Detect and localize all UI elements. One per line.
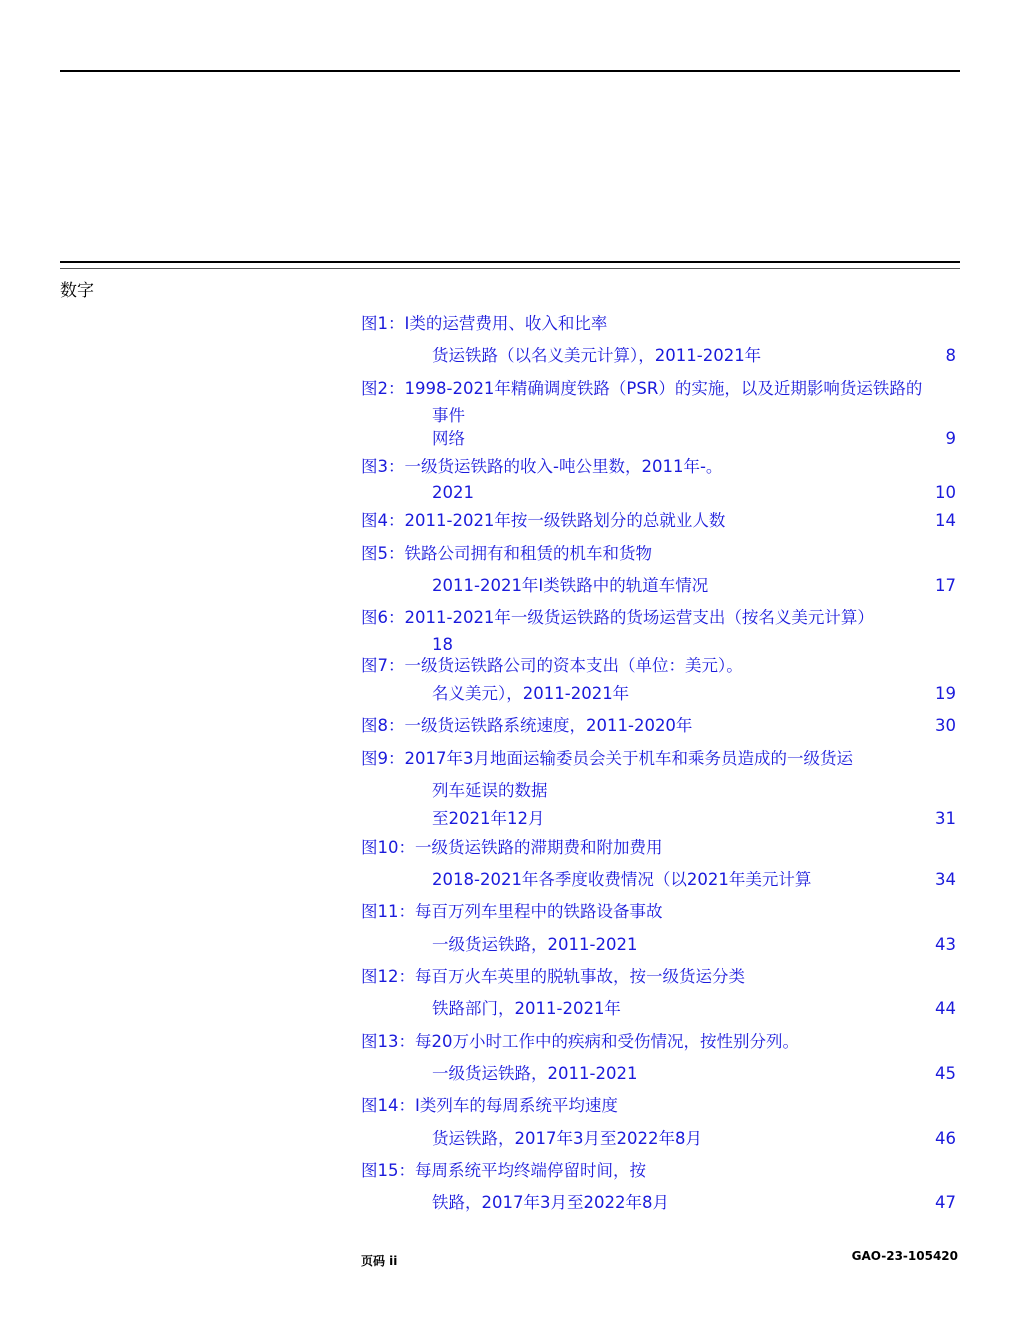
toc-figure-2[interactable]: 图2：1998-2021年精确调度铁路（PSR）的实施，以及近期影响货运铁路的 bbox=[361, 379, 923, 398]
toc-figure-14-cont[interactable]: 货运铁路，2017年3月至2022年8月 bbox=[432, 1129, 702, 1148]
toc-figure-10[interactable]: 图10：一级货运铁路的滞期费和附加费用 bbox=[361, 838, 663, 857]
toc-figure-13[interactable]: 图13：每20万小时工作中的疾病和受伤情况，按性别分列。 bbox=[361, 1032, 799, 1051]
toc-figure-9-cont[interactable]: 列车延误的数据 bbox=[432, 781, 548, 800]
toc-page-5[interactable]: 17 bbox=[935, 576, 956, 595]
toc-page-2[interactable]: 9 bbox=[945, 429, 956, 448]
toc-page-12[interactable]: 44 bbox=[935, 999, 956, 1018]
toc-figure-9[interactable]: 图9：2017年3月地面运输委员会关于机车和乘务员造成的一级货运 bbox=[361, 749, 853, 768]
section-rule-thin bbox=[60, 268, 960, 269]
toc-figure-11-cont[interactable]: 一级货运铁路，2011-2021 bbox=[432, 935, 638, 954]
toc-figure-7-cont[interactable]: 名义美元），2011-2021年 bbox=[432, 684, 630, 703]
section-title: 数字 bbox=[60, 281, 94, 301]
toc-figure-13-cont[interactable]: 一级货运铁路，2011-2021 bbox=[432, 1064, 638, 1083]
toc-page-6[interactable]: 18 bbox=[432, 635, 453, 654]
toc-figure-12-cont[interactable]: 铁路部门，2011-2021年 bbox=[432, 999, 621, 1018]
footer-page-label: 页码 ii bbox=[361, 1254, 398, 1268]
toc-page-8[interactable]: 30 bbox=[935, 716, 956, 735]
toc-page-13[interactable]: 45 bbox=[935, 1064, 956, 1083]
toc-figure-12[interactable]: 图12：每百万火车英里的脱轨事故，按一级货运分类 bbox=[361, 967, 745, 986]
toc-page-15[interactable]: 47 bbox=[935, 1193, 956, 1212]
toc-page-14[interactable]: 46 bbox=[935, 1129, 956, 1148]
toc-figure-2-cont[interactable]: 事件 bbox=[432, 406, 465, 425]
footer-report-id: GAO-23-105420 bbox=[851, 1249, 958, 1263]
toc-figure-3[interactable]: 图3：一级货运铁路的收入-吨公里数，2011年-。 bbox=[361, 457, 723, 476]
toc-figure-6[interactable]: 图6：2011-2021年一级货运铁路的货场运营支出（按名义美元计算） bbox=[361, 608, 874, 627]
toc-figure-14[interactable]: 图14：I类列车的每周系统平均速度 bbox=[361, 1096, 618, 1115]
toc-figure-11[interactable]: 图11：每百万列车里程中的铁路设备事故 bbox=[361, 902, 663, 921]
toc-figure-1-cont[interactable]: 货运铁路（以名义美元计算），2011-2021年 bbox=[432, 346, 762, 365]
toc-page-11[interactable]: 43 bbox=[935, 935, 956, 954]
toc-figure-8[interactable]: 图8：一级货运铁路系统速度，2011-2020年 bbox=[361, 716, 693, 735]
toc-page-4[interactable]: 14 bbox=[935, 511, 956, 530]
toc-page-3[interactable]: 10 bbox=[935, 483, 956, 502]
toc-page-10[interactable]: 34 bbox=[935, 870, 956, 889]
toc-figure-5-cont[interactable]: 2011-2021年I类铁路中的轨道车情况 bbox=[432, 576, 709, 595]
top-rule bbox=[60, 70, 960, 72]
toc-figure-3-cont[interactable]: 2021 bbox=[432, 483, 474, 502]
toc-page-9[interactable]: 31 bbox=[935, 809, 956, 828]
toc-figure-4[interactable]: 图4：2011-2021年按一级铁路划分的总就业人数 bbox=[361, 511, 726, 530]
section-rule bbox=[60, 261, 960, 263]
toc-figure-15-cont[interactable]: 铁路，2017年3月至2022年8月 bbox=[432, 1193, 669, 1212]
toc-figure-1[interactable]: 图1：I类的运营费用、收入和比率 bbox=[361, 314, 608, 333]
toc-figure-5[interactable]: 图5：铁路公司拥有和租赁的机车和货物 bbox=[361, 544, 652, 563]
toc-figure-9-cont2[interactable]: 至2021年12月 bbox=[432, 809, 545, 828]
toc-page-7[interactable]: 19 bbox=[935, 684, 956, 703]
toc-figure-15[interactable]: 图15：每周系统平均终端停留时间，按 bbox=[361, 1161, 646, 1180]
toc-figure-7[interactable]: 图7：一级货运铁路公司的资本支出（单位：美元）。 bbox=[361, 656, 743, 675]
toc-figure-10-cont[interactable]: 2018-2021年各季度收费情况（以2021年美元计算 bbox=[432, 870, 812, 889]
toc-page-1[interactable]: 8 bbox=[945, 346, 956, 365]
toc-figure-2-cont2[interactable]: 网络 bbox=[432, 429, 465, 448]
